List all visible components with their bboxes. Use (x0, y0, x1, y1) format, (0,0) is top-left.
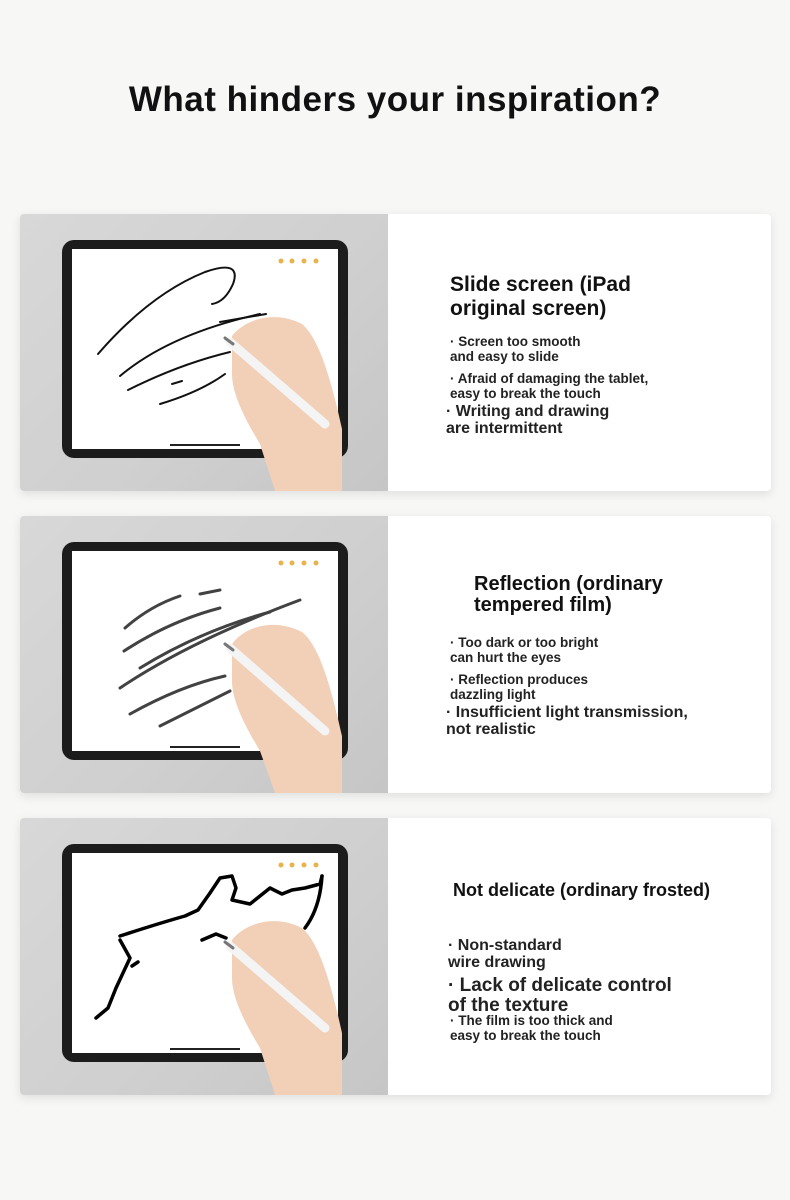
problem-point: · The film is too thick and easy to break the touch (450, 1013, 613, 1043)
problem-point: · Screen too smooth and easy to slide (450, 334, 581, 364)
problem-point: · Lack of delicate control of the texture (448, 975, 672, 1016)
problem-heading: Not delicate (ordinary frosted) (453, 880, 711, 900)
problem-point: · Reflection produces dazzling light (450, 672, 589, 702)
problem-text (388, 818, 771, 1095)
tablet-drawing-image (20, 516, 388, 793)
problem-card-reflection (20, 516, 771, 793)
tablet-drawing-image (20, 818, 388, 1095)
problem-point: · Writing and drawing are intermittent (446, 403, 610, 437)
problem-heading: Reflection (ordinary tempered film) (474, 573, 663, 616)
problem-card-slide-screen (20, 214, 771, 491)
problem-point: · Non-standard wire drawing (448, 937, 562, 971)
tablet-drawing-image (20, 214, 388, 491)
problem-card-not-delicate (20, 818, 771, 1095)
problem-point: · Afraid of damaging the tablet, easy to break the touch (450, 371, 649, 401)
problem-heading: Slide screen (iPad original screen) (450, 273, 631, 320)
problem-text (388, 516, 771, 793)
problem-point: · Too dark or too bright can hurt the eyes (450, 635, 599, 665)
problem-text (388, 214, 771, 491)
page-title: What hinders your inspiration? (128, 80, 662, 119)
problem-point: · Insufficient light transmission, not realistic (446, 704, 688, 738)
